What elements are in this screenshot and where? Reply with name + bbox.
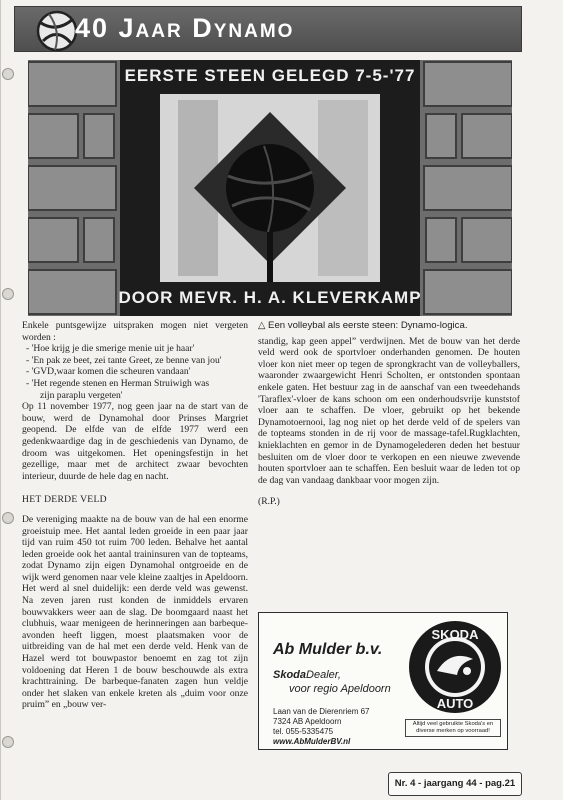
page-header: [14, 6, 522, 52]
quote-item-continued: zijn paraplu vergeten': [40, 389, 123, 401]
binder-hole: [2, 68, 14, 80]
stone-inscription-bottom: DOOR MEVR. H. A. KLEVERKAMP: [118, 288, 422, 307]
volleyball-icon: [35, 9, 79, 53]
ad-company-name: Ab Mulder b.v.: [273, 641, 383, 658]
paragraph: standig, kap geen appel” verdwijnen. Met de bouw van het derde veld werd ook de sportvloer onderhanden genomen. De houten vloer kon niet meer op tegen de sprongkracht van de volleyballers, waaronder zwaargewicht Henri Scholten, er ontstonden spontaan enkele gaten. Het bestuur zag in de aanschaf van een tweedehands 'Taraflex'-vloer de kans schoon om een onderhoudsvrije kunststof vloer aan te schaffen. De vloer, gebruikt op het bekende Dynamotoernooi, lag nog niet op het derde veld of de spelers van de topteams stonden in de rij voor de massage-tafel.Rugklachten, knieklachten en gemor in de Dynamogelederen deden het bestuur besluiten om de vloer door te verkopen en een nieuwe zwevende houten sportvloer aan te schaffen. Een besluit waar de leden tot op de dag van vandaag dankbaar voor mogen zijn.: [258, 335, 520, 486]
quote-item: - 'Hoe krijg je die smerige menie uit je haar': [26, 343, 195, 355]
memorial-stone-photo: [28, 60, 512, 316]
skoda-logo-bottom-text: AUTO: [436, 696, 474, 711]
author-signature: (R.P.): [258, 496, 280, 508]
ad-stock-note: Altijd veel gebruikte Skoda's en diverse merken op voorraad!: [405, 719, 501, 737]
binder-hole: [2, 512, 14, 524]
advertisement: [258, 612, 508, 750]
ad-region: voor regio Apeldoorn: [289, 683, 391, 695]
quote-item: - 'GVD,waar komen die scheuren vandaan': [26, 366, 191, 378]
binder-hole: [2, 736, 14, 748]
binder-hole: [2, 288, 14, 300]
ad-website: www.AbMulderBV.nl: [273, 737, 351, 746]
left-column: [22, 320, 248, 711]
paragraph: De vereniging maakte na de bouw van de hal een enorme groeistuip mee. Het aantal leden groeide in een paar jaar tijd van ruim 450 tot ruim 700 leden. Behalve het aantal leden groeide ook het aantal traininsuren van de topteams, zodat Dynamo zijn eigen Dynamohal ontgroeide en de wijk werd genomen naar vele kleine zaaltjes in Apeldoorn. Het werd al snel duidelijk: een derde veld was gewenst. Na zeven jaren rust konden de inmiddels ervaren bouwvakkers weer aan de slag. De boomgaard naast het clubhuis, waar menigeen de herinneringen aan barbeque-avonden heeft liggen, moest plaatsmaken voor de uitbreiding van de hal met een derde veld. Henk van de Hazel werd tot bouwpastor benoemt en zag tot zijn voldoening dat Heren 1 de bouw beschouwde als extra krachttraining. De barbeque-fanaten zagen hun veldje onder het slaken van enkele kreten als „duim voor onze pruim” en „bouw ver-: [22, 513, 248, 711]
skoda-logo-top-text: SKODA: [431, 627, 479, 642]
ad-address: Laan van de Dierenriem 67: [273, 707, 370, 716]
intro-text: Enkele puntsgewijze uitspraken mogen niet vergeten worden :: [22, 320, 248, 343]
skoda-logo-icon: [407, 619, 503, 715]
ad-dealer-brand: Skoda: [273, 669, 307, 681]
ad-dealer-word: Dealer,: [306, 669, 341, 681]
page-number-tab: Nr. 4 - jaargang 44 - pag.21: [388, 772, 522, 796]
brick-wall-image: [28, 60, 512, 316]
quote-item: - 'Het regende stenen en Herman Struiwigh was: [26, 377, 210, 389]
quote-item: - 'En pak ze beet, zei tante Greet, ze benne van jou': [26, 354, 222, 366]
ad-postal: 7324 AB Apeldoorn: [273, 717, 342, 726]
paragraph: Op 11 november 1977, nog geen jaar na de start van de bouw, werd de Dynamohal door Prinses Margriet geopend. De elfde van de elfde 1977 werd een gedenkwaardige dag in de geschiedenis van Dynamo, de droom was uitgekomen. Het openingsfestijn in het gezellige, maar met de architect zwaar bevochten interieur, duurde de hele dag en nacht.: [22, 401, 248, 482]
ad-dealer-line: [273, 669, 341, 681]
right-column: [258, 320, 520, 508]
section-heading: HET DERDE VELD: [22, 494, 107, 506]
photo-caption: △ Een volleybal als eerste steen: Dynamo-logica.: [258, 320, 468, 331]
ad-phone: tel. 055-5335475: [273, 727, 334, 736]
page-title: 40 Jaar Dynamo: [75, 13, 295, 43]
stone-inscription-top: EERSTE STEEN GELEGD 7-5-'77: [124, 66, 416, 85]
